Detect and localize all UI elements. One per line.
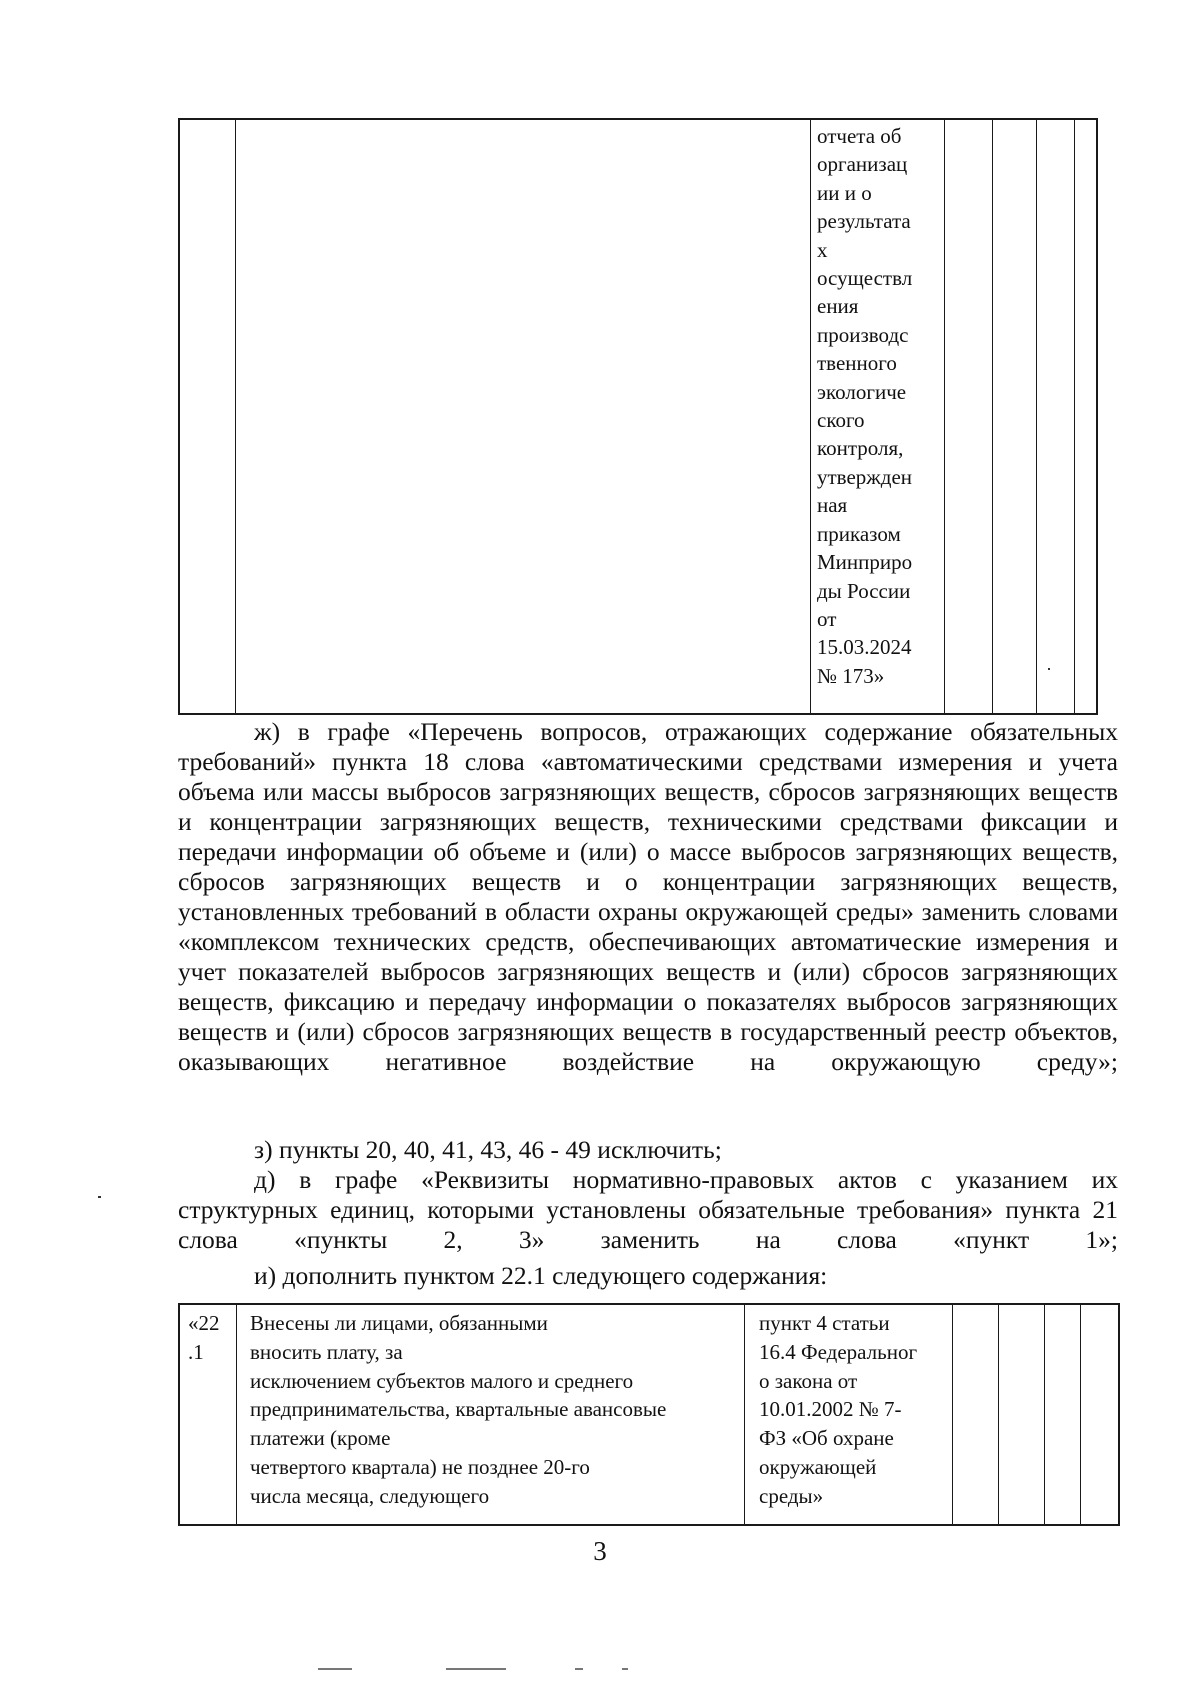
column-divider (1074, 120, 1075, 713)
column-divider (235, 120, 236, 713)
item-number-cell: «22 .1 (188, 1311, 220, 1364)
legal-source-cell: пункт 4 статьи 16.4 Федеральног о закона от 10.01.2002 № 7- ФЗ «Об охране окружающей среды» (759, 1311, 918, 1508)
scan-noise (318, 1668, 352, 1670)
column-divider (1044, 1305, 1045, 1524)
scan-speck (98, 1196, 101, 1198)
legal-source-cell: отчета об организац ии и о результата х осуществл ения производс твенного экологиче ского контроля, утвержден ная приказом Минприро ды России от 15.03.2024 № 173» (817, 124, 913, 688)
column-divider (998, 1305, 999, 1524)
column-divider (992, 120, 993, 713)
scan-noise (622, 1668, 628, 1670)
column-divider (1036, 120, 1037, 713)
page-number: 3 (593, 1536, 607, 1566)
column-divider (810, 120, 811, 713)
paragraph-z: з) пункты 20, 40, 41, 43, 46 - 49 исключить; (254, 1135, 722, 1164)
scan-noise (575, 1668, 583, 1670)
column-divider (744, 1305, 745, 1524)
column-divider (236, 1305, 237, 1524)
paragraph-i: и) дополнить пунктом 22.1 следующего содержания: (254, 1261, 828, 1290)
top-table (178, 118, 1098, 715)
column-divider (944, 120, 945, 713)
scan-speck (1048, 668, 1050, 670)
question-cell: Внесены ли лицами, обязанными вносить плату, за исключением субъектов малого и среднего предпринимательства, квартальные авансовые платежи (кроме четвертого квартала) не позднее 20-го числа месяца, следующего (250, 1311, 667, 1508)
column-divider (1080, 1305, 1081, 1524)
scan-noise (446, 1668, 506, 1670)
paragraph-d: д) в графе «Реквизиты нормативно-правовых актов с указанием их структурных единиц, которыми установлены обязательные требования» пункта 21 слова «пункты 2, 3» заменить на слова «пункт 1»; (178, 1165, 1118, 1254)
bottom-table (178, 1303, 1120, 1526)
column-divider (952, 1305, 953, 1524)
paragraph-zh: ж) в графе «Перечень вопросов, отражающих содержание обязательных требований» пункта 18 слова «автоматическими средствами измерения и учета объема или массы выбросов загрязняющих веществ, сбросов загрязняющих веществ и концентрации загрязняющих веществ, техническими средствами фиксации и передачи информации об объеме и (или) о массе выбросов загрязняющих веществ, сбросов загрязняющих веществ и о концентрации загрязняющих веществ, установленных требований в области охраны окружающей среды» заменить словами «комплексом технических средств, обеспечивающих автоматические измерения и учет показателей выбросов загрязняющих веществ и (или) сбросов загрязняющих веществ, фиксацию и передачу информации о показателях выбросов загрязняющих веществ и (или) сбросов загрязняющих веществ в государственный реестр объектов, оказывающих негативное воздействие на окружающую среду»; (178, 717, 1118, 1076)
